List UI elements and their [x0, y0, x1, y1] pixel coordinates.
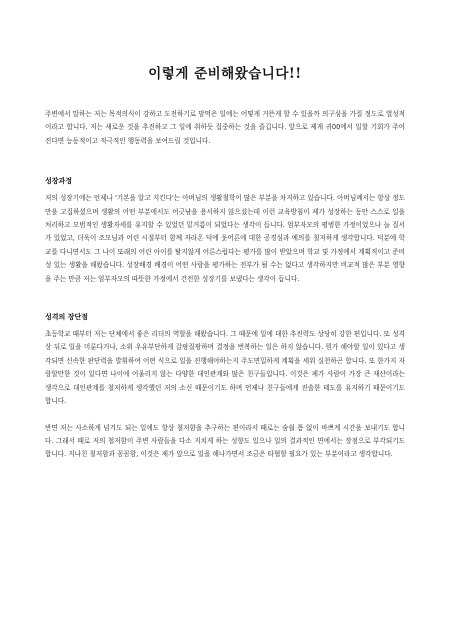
strengths-paragraph: 초등학교 때부터 저는 단체에서 좋은 리더의 역할을 해왔습니다. 그 때문에 일에 대한 추진력도 상당히 강한 편입니다. 또 성격상 뒤로 일을 미룬다거나, 소위 우유부단하게 갈팡질팡하며 결정을 번복하는 일은 하지 않습니다. 뭔가 해야할 일이 있다고 생각되면 신속한 판단력을 발휘하여 어떤 식으로 일을 진행해야하는지 주도면밀하게 계획을 세워 실천하곤 합니다. 또 한가지 자랑할만한 것이 있다면 나이에 어울리지 않는 다양한 대인관계와 많은 친구들입니다. 이것은 제가 사람이 가장 큰 재산이라는 생각으로 대인관계를 철저하게 생각했던 저의 소신 때문이기도 하며 언제나 친구들에게 진솔한 태도를 유지하기 때문이기도 합니다.	[45, 330, 405, 406]
intro-paragraph: 주변에서 말하는 저는 목적의식이 강하고 도전하기로 맘먹은 일에는 어떻게 거뜬게 할 수 있을까 의구심을 가질 정도로 열성적이라고 합니다. 저는 새로운 것을 추진하고 그 일에 취하듯 집중하는 것을 즐깁니다. 앞으로 제게 귀00에서 일할 기회가 주어진다면 능동적이고 적극적인 행동력을 보여드릴 것입니다.	[45, 110, 405, 145]
section-heading-growth: 성장과정	[45, 177, 73, 186]
weaknesses-paragraph: 반면 저는 사소하게 넘겨도 되는 일에도 항상 철저함을 추구하는 편이라서 때로는 숨쉴 틈 없이 바쁘게 시간을 보내기도 합니다. 그래서 때로 저의 철저함이 주변 사람들을 다소 지치게 하는 성향도 있으나 일의 결과적인 면에서는 장점으로 부각되기도 합니다. 지나친 철저함과 꼼꼼함, 이것은 제가 앞으로 일을 해나가면서 조금은 타협할 필요가 있는 부분이라고 생각합니다.	[45, 423, 405, 459]
section-personality	[45, 312, 405, 462]
section-heading-personality: 성격의 장단점	[45, 313, 89, 322]
page-title: 이렇게 준비해왔습니다!!	[148, 66, 302, 82]
growth-paragraph: 저의 성장기에는 언제나 '기본을 알고 지킨다'는 아버님의 생활철학이 많은 부분을 차지하고 있습니다. 아버님께서는 항상 정도만을 고집하셨으며 생활의 어떤 부분에서도 어긋남을 용서하지 않으셨는데 이런 교육방침이 제가 성장하는 동안 스스로 일을 처리하고 모범적인 생활자세를 유지할 수 있었던 밑거름이 되었다는 생각이 듭니다. 엄부자모의 평범한 가정이었으나 늘 질서가 있었고, 더욱이 조모님과 어린 시절부터 함께 자라온 덕에 웃어른에 대한 공경심과 예의를 철저하게 생각합니다. 덕분에 학교를 다니면서도 그 나이 또래의 어린 아이를 탈지않게 어른스럽다는 평가를 많이 받았으며 학교 및 가정에서 계획적이고 준비성 있는 생활을 해왔습니다. 성장배경 배경이 어떤 사람을 평가하는 전부가 될 수는 없다고 생각하지만 비교적 많은 부분 영향을 주는 만큼 저는 엄부자모의 따뜻한 가정에서 건전한 성장기를 보냈다는 생각이 듭니다.	[45, 194, 405, 283]
section-growth	[45, 176, 405, 286]
